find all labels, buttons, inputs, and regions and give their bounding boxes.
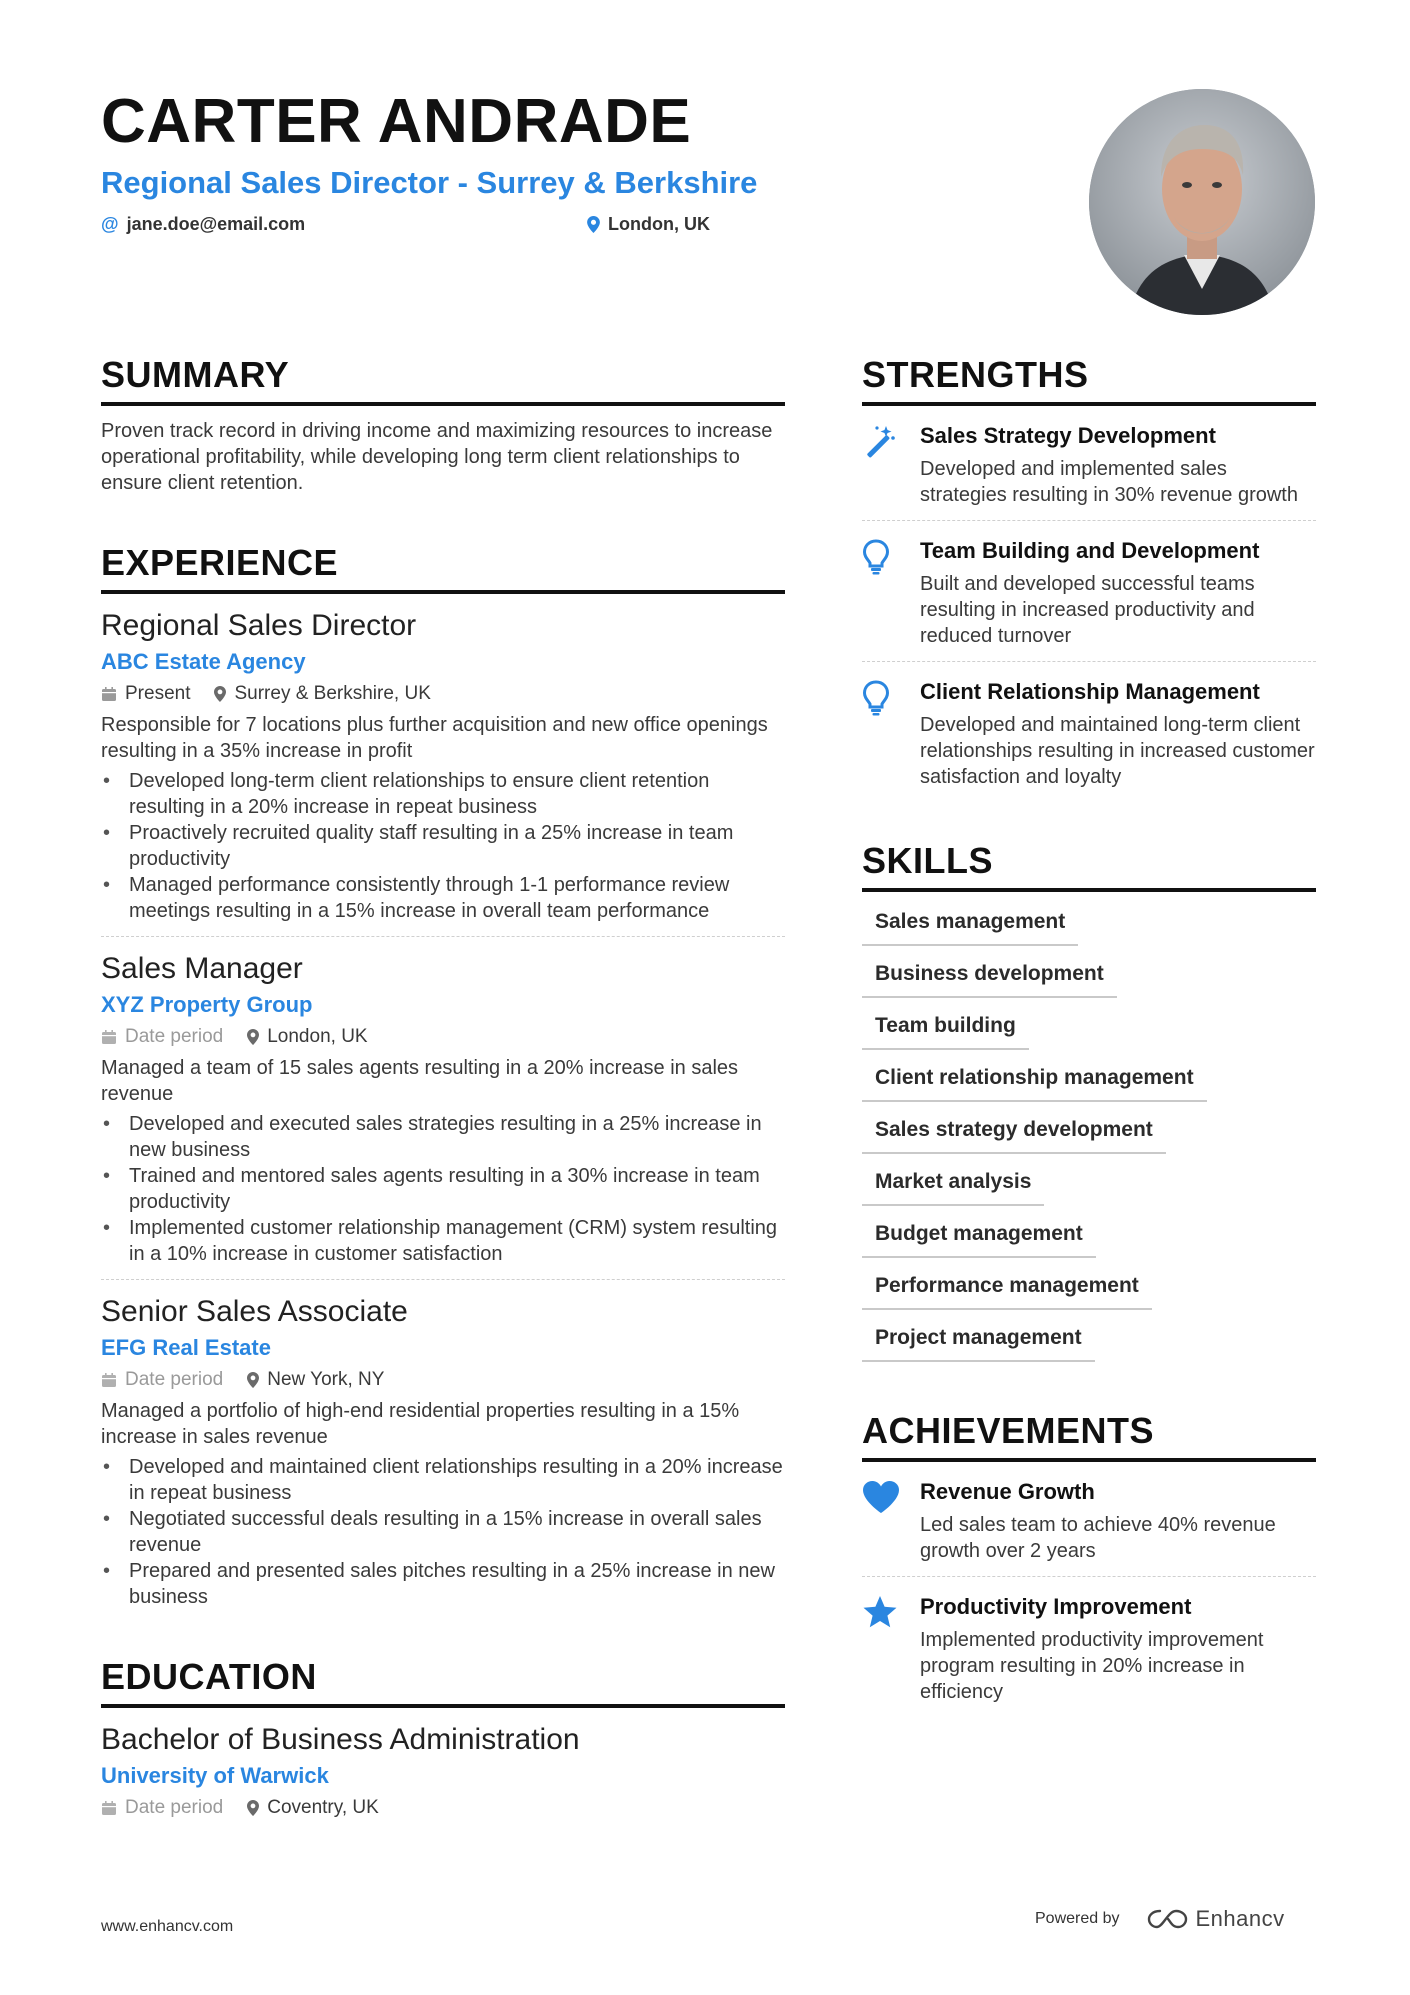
job-bullet: • Managed performance consistently through 1-1 performance review meetings resulting in a 15% increase in overall team performance: [101, 872, 785, 924]
strengths-section: [862, 354, 1316, 802]
job-bullet: • Developed long-term client relationships to ensure client retention resulting in a 20% increase in repeat business: [101, 768, 785, 820]
education-title: EDUCATION: [101, 1656, 785, 1708]
date-text: Date period: [125, 1026, 224, 1047]
achievement-title: Productivity Improvement: [920, 1594, 1192, 1619]
skill-tag: Business development: [862, 958, 1117, 998]
strength-content: [920, 678, 1316, 790]
job-meta: [101, 1025, 785, 1049]
calendar-icon: [101, 1029, 117, 1045]
job-bullet: • Developed and maintained client relationships resulting in a 20% increase in repeat business: [101, 1454, 785, 1506]
left-column: [101, 354, 785, 1820]
achievement-description: Implemented productivity improvement program resulting in 20% increase in efficiency: [920, 1629, 1264, 1703]
summary-section: [101, 354, 785, 496]
magic-wand-icon: [862, 422, 906, 508]
date-text: Date period: [125, 1369, 224, 1390]
brand-name: Enhancv: [1195, 1906, 1285, 1931]
calendar-icon: [101, 1372, 117, 1388]
experience-item: [101, 594, 785, 937]
education-meta: [101, 1796, 785, 1820]
strength-description: Built and developed successful teams resulting in increased productivity and reduced turnover: [920, 573, 1255, 647]
star-icon: [862, 1593, 906, 1705]
job-bullet: • Trained and mentored sales agents resulting in a 30% increase in team productivity: [101, 1163, 785, 1215]
job-description: Responsible for 7 locations plus further acquisition and new office openings resulting in a 35% increase in profit: [101, 714, 768, 762]
job-date: [101, 1368, 223, 1392]
skill-tag: Project management: [862, 1322, 1095, 1362]
skills-list: [862, 906, 1316, 1362]
achievement-item: [862, 1462, 1316, 1577]
education-section: [101, 1656, 785, 1820]
achievement-item: [862, 1577, 1316, 1717]
strength-content: [920, 537, 1316, 649]
achievement-description: Led sales team to achieve 40% revenue growth over 2 years: [920, 1514, 1276, 1562]
strength-title: Sales Strategy Development: [920, 423, 1216, 448]
job-title: Regional Sales Director: [101, 609, 417, 642]
job-description: Managed a team of 15 sales agents resulting in a 20% increase in sales revenue: [101, 1057, 739, 1105]
experience-title: EXPERIENCE: [101, 542, 785, 594]
contact-row: [101, 214, 1001, 235]
experience-section: [101, 542, 785, 1622]
footer-website[interactable]: www.enhancv.com: [101, 1918, 234, 1935]
summary-text: Proven track record in driving income and maximizing resources to increase operational profitability, while developing long term client relationships to ensure client retention.: [101, 420, 773, 494]
strengths-title: STRENGTHS: [862, 354, 1316, 406]
company-name: ABC Estate Agency: [101, 649, 306, 674]
lightbulb-icon: [862, 537, 906, 649]
skills-section: [862, 840, 1316, 1362]
skill-tag: Client relationship management: [862, 1062, 1207, 1102]
job-bullets: [101, 1111, 785, 1267]
achievement-content: [920, 1593, 1316, 1705]
location-pin-icon: [214, 686, 226, 702]
skill-tag: Market analysis: [862, 1166, 1044, 1206]
job-date: [101, 682, 190, 706]
company-name: XYZ Property Group: [101, 992, 313, 1017]
education-date: [101, 1796, 223, 1820]
strength-title: Client Relationship Management: [920, 679, 1260, 704]
heart-icon: [862, 1478, 906, 1564]
candidate-name: CARTER ANDRADE: [101, 87, 692, 156]
enhancv-logo[interactable]: [1146, 1906, 1285, 1932]
at-icon: @: [101, 214, 119, 234]
strength-title: Team Building and Development: [920, 538, 1260, 563]
job-bullet: • Implemented customer relationship management (CRM) system resulting in a 10% increase in customer satisfaction: [101, 1215, 785, 1267]
strength-item: [862, 662, 1316, 802]
right-column: [862, 354, 1316, 1717]
job-title: Senior Sales Associate: [101, 1295, 408, 1328]
achievements-section: [862, 1410, 1316, 1717]
job-description: Managed a portfolio of high-end residential properties resulting in a 15% increase in sales revenue: [101, 1400, 740, 1448]
contact-email[interactable]: [101, 214, 587, 235]
degree-title: Bachelor of Business Administration: [101, 1723, 580, 1756]
powered-by-text: Powered by: [1035, 1910, 1120, 1927]
experience-item: [101, 1280, 785, 1622]
contact-location: [587, 214, 710, 235]
location-text: Coventry, UK: [267, 1797, 379, 1818]
job-meta: [101, 1368, 785, 1392]
calendar-icon: [101, 686, 117, 702]
location-pin-icon: [247, 1029, 259, 1045]
school-name: University of Warwick: [101, 1763, 329, 1788]
education-location: [247, 1796, 379, 1820]
achievement-title: Revenue Growth: [920, 1479, 1095, 1504]
company-name: EFG Real Estate: [101, 1335, 271, 1360]
lightbulb-icon: [862, 678, 906, 790]
skill-tag: Budget management: [862, 1218, 1096, 1258]
strength-content: [920, 422, 1316, 508]
job-bullet: • Prepared and presented sales pitches resulting in a 25% increase in new business: [101, 1558, 785, 1610]
calendar-icon: [101, 1800, 117, 1816]
profile-photo: [1089, 89, 1315, 315]
candidate-headline: Regional Sales Director - Surrey & Berkshire: [101, 165, 758, 200]
job-title: Sales Manager: [101, 952, 303, 985]
location-pin-icon: [247, 1800, 259, 1816]
skill-tag: Team building: [862, 1010, 1029, 1050]
location-text: Surrey & Berkshire, UK: [234, 683, 431, 704]
location-text: New York, NY: [267, 1369, 385, 1390]
location-pin-icon: [587, 216, 600, 233]
job-location: [247, 1368, 384, 1392]
education-item: [101, 1708, 785, 1820]
strength-description: Developed and implemented sales strategies resulting in 30% revenue growth: [920, 458, 1298, 506]
skills-title: SKILLS: [862, 840, 1316, 892]
date-text: Present: [125, 683, 191, 704]
location-text: London, UK: [267, 1026, 368, 1047]
strength-item: [862, 406, 1316, 521]
resume-header: [101, 86, 1001, 235]
achievements-title: ACHIEVEMENTS: [862, 1410, 1316, 1462]
strength-item: [862, 521, 1316, 662]
job-location: [247, 1025, 367, 1049]
skill-tag: Performance management: [862, 1270, 1152, 1310]
job-bullet: • Proactively recruited quality staff resulting in a 25% increase in team productivity: [101, 820, 785, 872]
job-location: [214, 682, 430, 706]
email-text: jane.doe@email.com: [126, 214, 306, 234]
job-bullets: [101, 768, 785, 924]
job-bullet: • Developed and executed sales strategies resulting in a 25% increase in new business: [101, 1111, 785, 1163]
enhancv-logo-icon: [1146, 1908, 1190, 1930]
location-text: London, UK: [608, 214, 710, 234]
footer-brand: [1035, 1906, 1285, 1932]
date-text: Date period: [125, 1797, 224, 1818]
location-pin-icon: [247, 1372, 259, 1388]
summary-title: SUMMARY: [101, 354, 785, 406]
job-meta: [101, 682, 785, 706]
strength-description: Developed and maintained long-term client relationships resulting in increased customer satisfaction and loyalty: [920, 714, 1315, 788]
job-bullets: [101, 1454, 785, 1610]
skill-tag: Sales strategy development: [862, 1114, 1166, 1154]
experience-item: [101, 937, 785, 1280]
job-date: [101, 1025, 223, 1049]
achievement-content: [920, 1478, 1316, 1564]
job-bullet: • Negotiated successful deals resulting in a 15% increase in overall sales revenue: [101, 1506, 785, 1558]
skill-tag: Sales management: [862, 906, 1078, 946]
